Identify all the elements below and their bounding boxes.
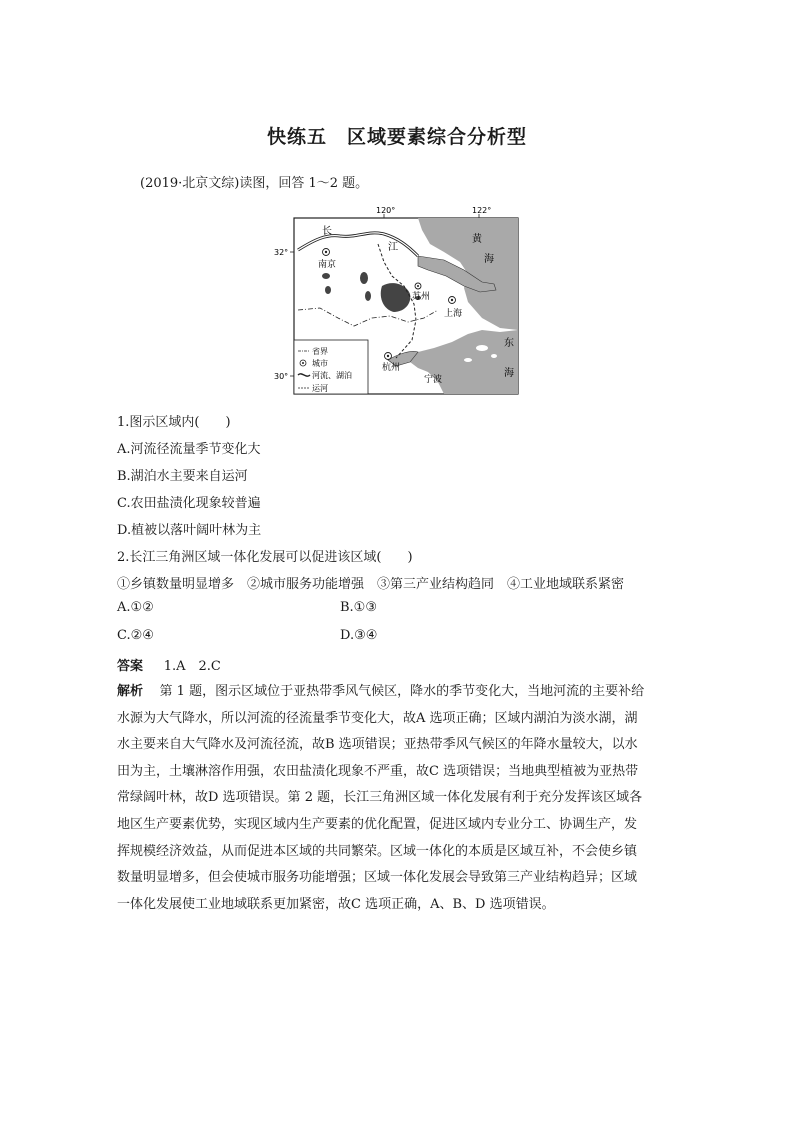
lon-label-120: 120° — [376, 206, 396, 215]
legend-province: 省界 — [312, 347, 328, 356]
q2-stem: 2.长江三角洲区域一体化发展可以促进该区域( ) — [117, 550, 413, 565]
lat-label-30: 30° — [274, 372, 289, 381]
q2-option-b: B.①③ — [340, 600, 377, 615]
q2-option-d: D.③④ — [340, 628, 378, 643]
q1-stem: 1.图示区域内( ) — [117, 415, 231, 430]
legend-canal: 运河 — [312, 384, 328, 393]
q2-option-c: C.②④ — [117, 628, 154, 643]
legend-river-lake: 河流、湖泊 — [312, 371, 352, 380]
analysis-line-4: 田为主，土壤淋溶作用强，农田盐渍化现象不严重，故C 选项错误；当地典型植被为亚热带 — [117, 763, 639, 779]
yangtze-delta-map — [268, 200, 528, 400]
answer-text: 1.A 2.C — [163, 659, 221, 674]
svg-text:宁波: 宁波 — [424, 375, 443, 385]
map-legend — [294, 340, 368, 394]
lon-label-122: 122° — [472, 206, 492, 215]
svg-text:南京: 南京 — [318, 260, 337, 270]
sea-label-dong: 东 — [504, 338, 514, 349]
q1-option-d: D.植被以落叶阔叶林为主 — [117, 523, 262, 538]
analysis-line-2: 水源为大气降水，所以河流的径流量季节变化大，故A 选项正确；区域内湖泊为淡水湖，湖 — [117, 710, 638, 726]
svg-text:上海: 上海 — [444, 309, 463, 319]
legend-city: 城市 — [312, 359, 328, 368]
answer-line — [117, 655, 221, 674]
river-label-chang: 长 — [322, 226, 332, 237]
analysis-line-9: 一体化发展使工业地域联系更加紧密，故C 选项正确，A、B、D 选项错误。 — [117, 896, 555, 912]
svg-text:杭州: 杭州 — [382, 363, 401, 373]
answer-label: 答案 — [117, 659, 144, 674]
q1-option-a: A.河流径流量季节变化大 — [117, 442, 261, 457]
q1-option-b: B.湖泊水主要来自运河 — [117, 469, 248, 484]
svg-text:苏州: 苏州 — [412, 292, 431, 302]
analysis-label: 解析 — [117, 684, 144, 699]
analysis-line-5: 常绿阔叶林，故D 选项错误。第 2 题，长江三角洲区域一体化发展有利于充分发挥该区域各 — [117, 790, 643, 806]
q2-items: ①乡镇数量明显增多 ②城市服务功能增强 ③第三产业结构趋同 ④工业地域联系紧密 — [117, 577, 625, 592]
analysis-line-1: 第 1 题，图示区域位于亚热带季风气候区，降水的季节变化大，当地河流的主要补给 — [159, 684, 645, 699]
analysis-line-6: 地区生产要素优势，实现区域内生产要素的优化配置，促进区域内专业分工、协调生产，发 — [117, 816, 638, 832]
sea-label-hai-1: 海 — [484, 254, 494, 265]
sea-label-hai-2: 海 — [504, 368, 514, 379]
analysis-line-3: 水主要来自大气降水及河流径流，故B 选项错误；亚热带季风气候区的年降水量较大，以水 — [117, 737, 638, 753]
analysis-paragraph — [117, 679, 677, 918]
question-intro: (2019·北京文综)读图，回答 1～2 题。 — [140, 176, 369, 191]
sea-label-huang: 黄 — [472, 234, 482, 245]
q2-option-a: A.①② — [117, 600, 154, 615]
analysis-line-7: 挥规模经济效益，从而促进本区域的共同繁荣。区域一体化的本质是区域互补，不会使乡镇 — [117, 843, 638, 859]
lat-label-32: 32° — [274, 248, 289, 257]
analysis-line-8: 数量明显增多，但会使城市服务功能增强；区域一体化发展会导致第三产业结构趋异；区域 — [117, 870, 638, 886]
city-marker-ningbo — [424, 373, 442, 385]
river-label-jiang: 江 — [388, 242, 398, 253]
q1-option-c: C.农田盐渍化现象较普遍 — [117, 496, 261, 511]
page-title: 快练五 区域要素综合分析型 — [266, 126, 527, 148]
